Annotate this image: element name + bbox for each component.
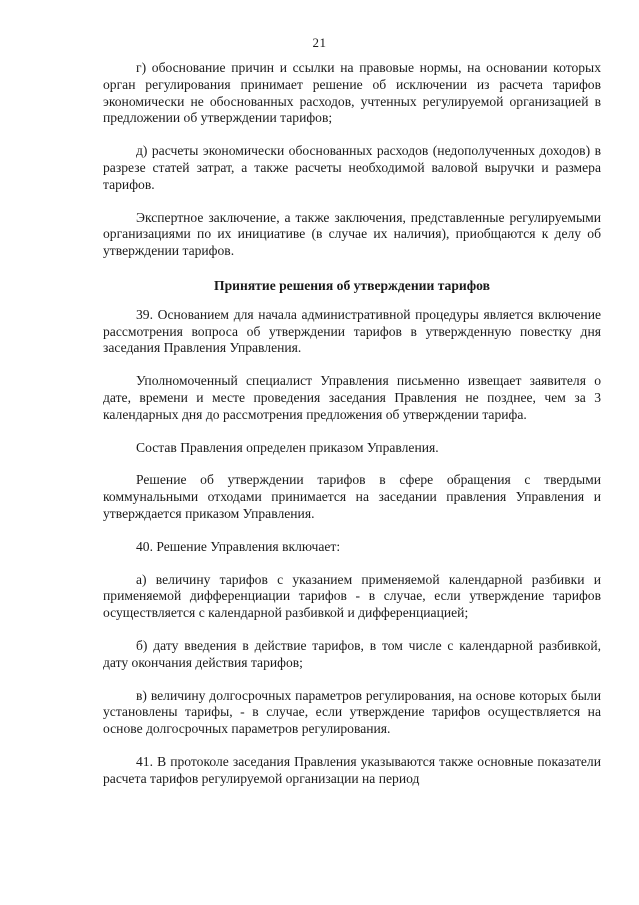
paragraph-41: 41. В протоколе заседания Правления указываются также основные показатели расчета тарифов регулируемой организации на период [103, 753, 601, 786]
paragraph-39: 39. Основанием для начала административной процедуры является включение рассмотрения вопроса об утверждении тарифов в утвержденную повестку дня заседания Правления Управления. [103, 306, 601, 356]
paragraph-40: 40. Решение Управления включает: [136, 538, 341, 554]
paragraph-40-c: в) величину долгосрочных параметров регулирования, на основе которых были установлены тарифы, - в случае, если утверждение тарифов осуществляется на основе долгосрочных параметров регулирования. [103, 687, 601, 737]
paragraph-40-b: б) дату введения в действие тарифов, в том числе с календарной разбивкой, дату окончания действия тарифов; [103, 637, 601, 670]
paragraph-d-calculations: д) расчеты экономически обоснованных расходов (недополученных доходов) в разрезе статей затрат, а также расчеты необходимой валовой выручки и размера тарифов. [103, 143, 601, 192]
paragraph-notification: Уполномоченный специалист Управления письменно извещает заявителя о дате, времени и месте проведения заседания Правления не позднее, чем за 3 календарных дня до рассмотрения предложения об утверждении тарифа. [103, 373, 601, 422]
paragraph-expert-conclusion: Экспертное заключение, а также заключения, представленные регулируемыми организациями по их инициативе (в случае их наличия), приобщаются к делу об утверждении тарифов. [103, 209, 601, 259]
paragraph-tariff-decision: Решение об утверждении тарифов в сфере обращения с твердыми коммунальными отходами принимается на заседании правления Управления и утверждается приказом Управления. [103, 472, 601, 521]
section-heading: Принятие решения об утверждении тарифов [214, 277, 490, 293]
paragraph-40-a: а) величину тарифов с указанием применяемой календарной разбивки и применяемой дифференциации тарифов - в случае, если утверждение тарифов осуществляется с календарной разбивкой и дифференциацией; [103, 571, 601, 621]
page-number: 21 [312, 35, 327, 50]
document-body [103, 60, 601, 788]
paragraph-board-composition: Состав Правления определен приказом Управления. [136, 439, 439, 455]
paragraph-g-justification: г) обоснование причин и ссылки на правовые нормы, на основании которых орган регулирования принимает решение об исключении из расчета тарифов экономически не обоснованных расходов, учтенных регулируемой организацией в предложении об утверждении тарифов; [103, 60, 601, 126]
